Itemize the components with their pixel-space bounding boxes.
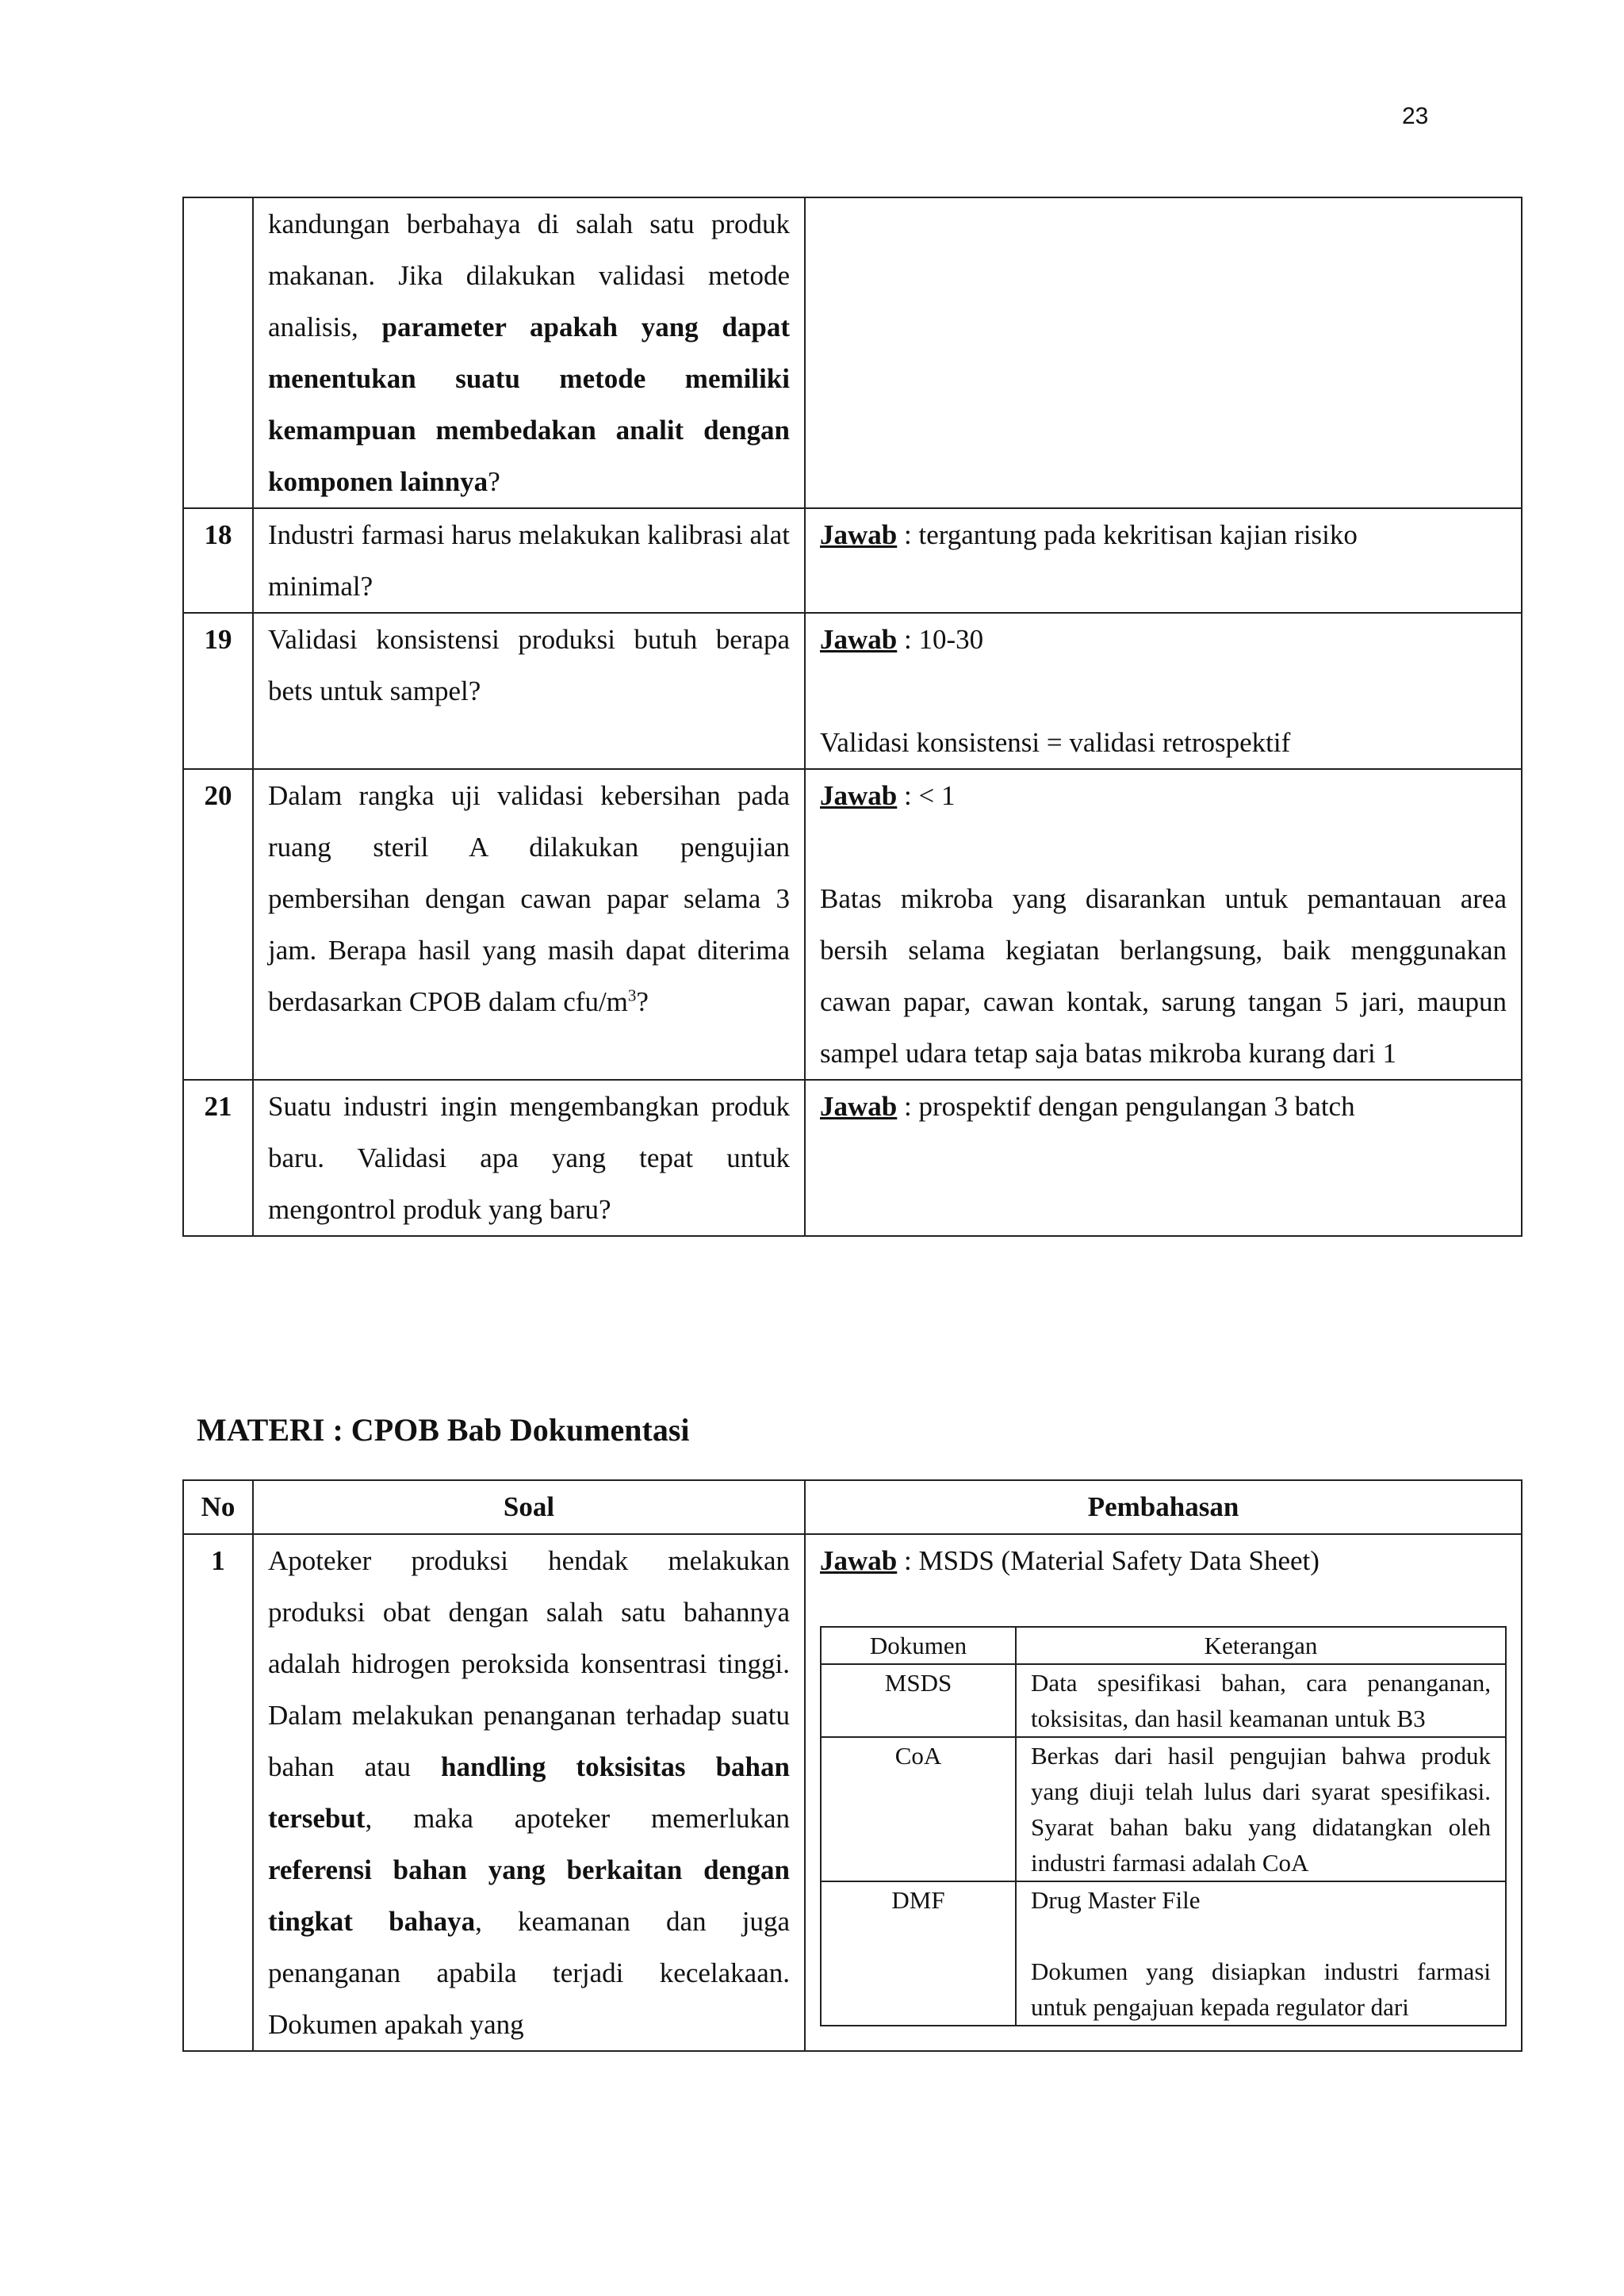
answer-text: Jawab : prospektif dengan pengulangan 3 batch: [820, 1091, 1355, 1122]
question-text: kandungan berbahaya di salah satu produk makanan. Jika dilakukan validasi metode analisis, parameter apakah yang dapat menentukan suatu metode memiliki kemampuan membedakan analit dengan komponen lainnya?: [268, 209, 791, 497]
question-number: 20: [183, 769, 253, 1080]
question-text: Suatu industri ingin mengembangkan produk baru. Validasi apa yang tepat untuk mengontrol produk yang baru?: [268, 1091, 790, 1225]
doc-name: MSDS: [821, 1664, 1016, 1737]
table-row: [183, 1534, 1522, 2051]
question-number: [183, 197, 253, 508]
table-row: [183, 769, 1522, 1080]
question-number: 19: [183, 613, 253, 769]
doc-row: [821, 1737, 1506, 1881]
doc-header-dokumen: Dokumen: [821, 1627, 1016, 1664]
question-number: 1: [183, 1534, 253, 2051]
question-number: 18: [183, 508, 253, 613]
table-row: [183, 508, 1522, 613]
doc-row: [821, 1664, 1506, 1737]
section-title: MATERI : CPOB Bab Dokumentasi: [197, 1412, 690, 1448]
question-cell: [253, 1534, 805, 2051]
header-no: No: [183, 1480, 253, 1534]
answer-cell: [805, 508, 1522, 613]
doc-description: Data spesifikasi bahan, cara penanganan, toksisitas, dan hasil keamanan untuk B3: [1016, 1664, 1506, 1737]
qa-table-continued: [182, 197, 1522, 1237]
table-row: [183, 1080, 1522, 1236]
jawab-label: Jawab: [820, 1545, 898, 1576]
doc-name: DMF: [821, 1881, 1016, 2026]
doc-description: Drug Master File Dokumen yang disiapkan industri farmasi untuk pengajuan kepada regulator dari: [1016, 1881, 1506, 2026]
question-cell: [253, 1080, 805, 1236]
qa-table-dokumentasi: [182, 1479, 1522, 2052]
header-pembahasan: Pembahasan: [805, 1480, 1522, 1534]
document-types-table: [820, 1626, 1507, 2026]
question-text: Dalam rangka uji validasi kebersihan pada ruang steril A dilakukan pengujian pembersihan dengan cawan papar selama 3 jam. Berapa hasil yang masih dapat diterima berdasarkan CPOB dalam cfu/$m^3$?: [268, 780, 790, 1017]
doc-name: CoA: [821, 1737, 1016, 1881]
question-cell: [253, 613, 805, 769]
page-number: 23: [1402, 103, 1429, 129]
question-number: 21: [183, 1080, 253, 1236]
question-cell: [253, 508, 805, 613]
answer-cell: [805, 1080, 1522, 1236]
answer-cell: [805, 197, 1522, 508]
answer-cell: [805, 613, 1522, 769]
answer-cell: [805, 1534, 1522, 2051]
answer-cell: [805, 769, 1522, 1080]
question-text: Industri farmasi harus melakukan kalibrasi alat minimal?: [268, 519, 790, 602]
answer-text: Jawab : tergantung pada kekritisan kajian risiko: [820, 519, 1358, 550]
question-cell: [253, 769, 805, 1080]
doc-header-keterangan: Keterangan: [1016, 1627, 1506, 1664]
table-row: [183, 613, 1522, 769]
question-cell: [253, 197, 805, 508]
doc-description: Berkas dari hasil pengujian bahwa produk yang diuji telah lulus dari syarat spesifikasi. Syarat bahan baku yang didatangkan oleh industri farmasi adalah CoA: [1016, 1737, 1506, 1881]
header-soal: Soal: [253, 1480, 805, 1534]
question-text: Apoteker produksi hendak melakukan produksi obat dengan salah satu bahannya adalah hidrogen peroksida konsentrasi tinggi. Dalam melakukan penanganan terhadap suatu bahan atau handling toksisitas bahan tersebut, maka apoteker memerlukan referensi bahan yang berkaitan dengan tingkat bahaya, keamanan dan juga penanganan apabila terjadi kecelakaan. Dokumen apakah yang: [268, 1545, 790, 2040]
doc-row: [821, 1881, 1506, 2026]
jawab-value: : MSDS (Material Safety Data Sheet): [897, 1545, 1320, 1576]
answer-text: Jawab : < 1 Batas mikroba yang disarankan untuk pemantauan area bersih selama kegiatan berlangsung, baik menggunakan cawan papar, cawan kontak, sarung tangan 5 jari, maupun sampel udara tetap saja batas mikroba kurang dari 1: [820, 780, 1507, 1069]
answer-text: [806, 1535, 1521, 2026]
answer-text: Jawab : 10-30 Validasi konsistensi = validasi retrospektif: [820, 624, 1291, 758]
table-row: [183, 197, 1522, 508]
question-text: Validasi konsistensi produksi butuh berapa bets untuk sampel?: [268, 624, 790, 706]
